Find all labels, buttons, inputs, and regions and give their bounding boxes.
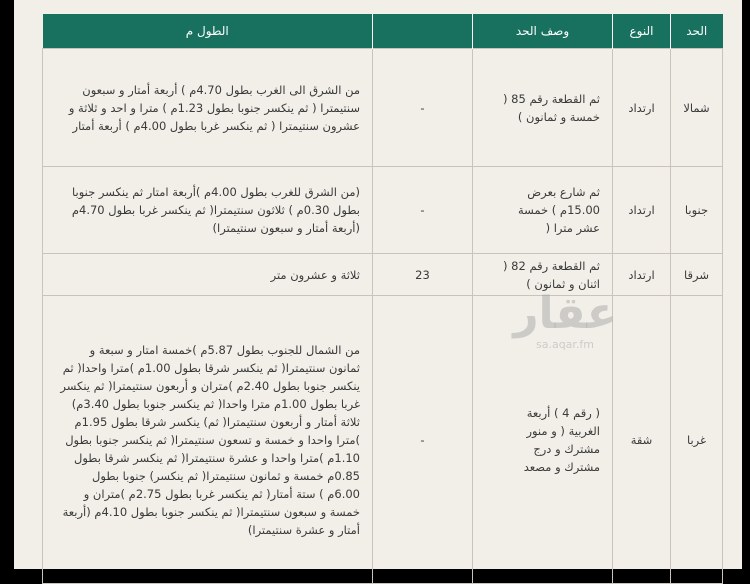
- table-row: [43, 296, 723, 584]
- watermark-url: sa.aqar.fm: [535, 338, 595, 351]
- cell-desc: ثم شارع بعرض 15.00م ) خمسة عشر مترا (: [473, 167, 613, 254]
- header-length: الطول م: [43, 14, 373, 49]
- cell-type: ارتداد: [613, 167, 671, 254]
- cell-desc: ( رقم 4 ) أربعة الغربية ( و منور مشترك و درج مشترك و مصعد: [473, 296, 613, 584]
- document-page: [14, 0, 742, 569]
- cell-num: -: [373, 167, 473, 254]
- table-row: [43, 167, 723, 254]
- header-type: النوع: [613, 14, 671, 49]
- cell-desc: ثم القطعة رقم 85 ( خمسة و ثمانون ): [473, 49, 613, 167]
- cell-desc: ثم القطعة رقم 82 ( اثنان و ثمانون ): [473, 254, 613, 296]
- header-desc: وصف الحد: [473, 14, 613, 49]
- table-row: [43, 49, 723, 167]
- cell-had: شمالا: [671, 49, 723, 167]
- cell-num: 23: [373, 254, 473, 296]
- watermark-logo: عقار: [513, 288, 617, 339]
- table-header-row: [43, 14, 723, 49]
- header-blank: [373, 14, 473, 49]
- cell-type: ارتداد: [613, 254, 671, 296]
- cell-length: من الشمال للجنوب بطول 5.87م )خمسة امتار و سبعة و ثمانون سنتيمترا( ثم ينكسر شرقا بطول 1.00م )مترا واحدا( ثم ينكسر جنوبا بطول 2.40م )متران و أربعون سنتيمترا( ثم ينكسر غربا بطول 1.00م مترا واحدا( ثم ينكسر جنوبا بطول 3.40م) ثلاثة أمتار و أربعون سنتيمترا( ثم) ينكسر شرقا بطول 1.95م )مترا واحدا و خمسة و تسعون سنتيمترا( ثم ينكسر جنوبا بطول 1.10م )مترا واحدا و عشرة سنتيمترا( ثم ينكسر شرقا بطول 0.85م خمسة و ثمانون سنتيمترا( ثم ينكسر) جنوبا بطول 6.00م ) ستة أمتار( ثم ينكسر غربا بطول 2.75م )متران و خمسة و سبعون سنتيمترا( ثم ينكسر جنوبا بطول 4.10م (أربعة أمتار و عشرة سنتيمترا): [43, 296, 373, 584]
- cell-type: شقة: [613, 296, 671, 584]
- header-had: الحد: [671, 14, 723, 49]
- cell-type: ارتداد: [613, 49, 671, 167]
- boundaries-table: [42, 14, 723, 584]
- cell-had: شرقا: [671, 254, 723, 296]
- cell-length: ثلاثة و عشرون متر: [43, 254, 373, 296]
- cell-num: -: [373, 296, 473, 584]
- cell-length: من الشرق الى الغرب بطول 4.70م ) أربعة أمتار و سبعون سنتيمترا ( ثم ينكسر جنوبا بطول 1.23م ) مترا و احد و ثلاثة و عشرون سنتيمترا ( ثم ينكسر غربا بطول 4.00م ) أربعة أمتار: [43, 49, 373, 167]
- cell-num: -: [373, 49, 473, 167]
- table-row: [43, 254, 723, 296]
- cell-had: جنوبا: [671, 167, 723, 254]
- cell-length: (من الشرق للغرب بطول 4.00م )أربعة امتار ثم ينكسر جنوبا بطول 0.30م ) ثلاثون سنتيمترا( ثم ينكسر غربا بطول 4.70م (أربعة أمتار و سبعون سنتيمترا): [43, 167, 373, 254]
- cell-had: غربا: [671, 296, 723, 584]
